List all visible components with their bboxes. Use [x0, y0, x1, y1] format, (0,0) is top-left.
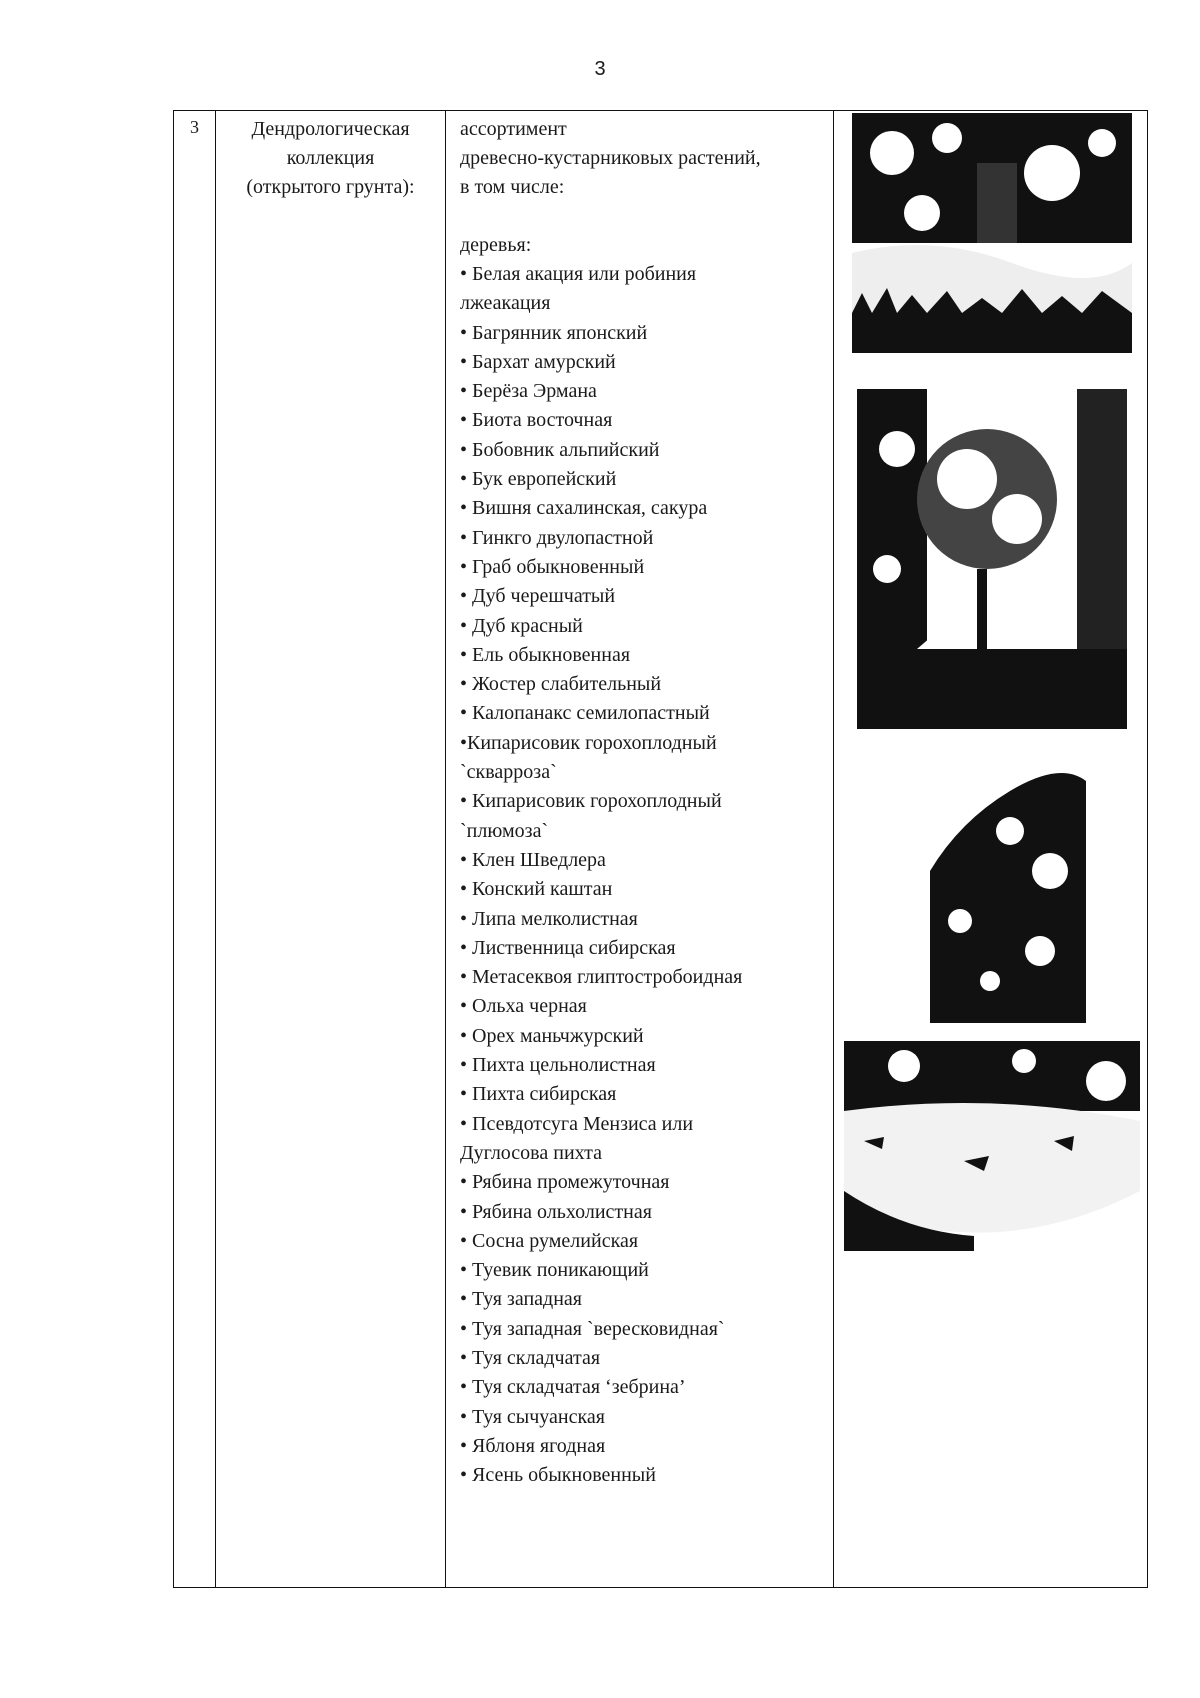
species-item: • Берёза Эрмана [460, 380, 597, 403]
species-list [460, 260, 833, 1490]
species-item: • Ясень обыкновенный [460, 1464, 656, 1487]
species-item: • Бархат амурский [460, 350, 616, 373]
species-item: • Туя сычуанская [460, 1405, 605, 1428]
species-item: • Дуб красный [460, 614, 583, 637]
collection-name-line: коллекция [286, 147, 375, 169]
collection-description [446, 111, 834, 1588]
species-item: • Туя западная [460, 1288, 582, 1311]
intro-line: древесно-кустарниковых растений, [460, 147, 761, 169]
intro-line: ассортимент [460, 118, 567, 140]
species-item: • Пихта цельнолистная [460, 1054, 656, 1077]
collection-name-line: (открытого грунта): [246, 176, 415, 198]
species-item: • Граб обыкновенный [460, 555, 645, 578]
species-item: • Лиственница сибирская [460, 936, 676, 959]
photos-cell [834, 111, 1148, 1588]
species-item: • Жостер слабительный [460, 673, 662, 696]
species-item: • Дуб черешчатый [460, 585, 616, 608]
lawn-photo [844, 1041, 1140, 1251]
species-item: • Ольха черная [460, 995, 587, 1018]
species-item: • Белая акация или робиния [460, 263, 697, 285]
species-item: • Багрянник японский [460, 321, 648, 344]
garden-path-photo [852, 113, 1132, 353]
shrub-photo [900, 761, 1086, 1023]
species-item: `скварроза` [460, 761, 557, 784]
species-item: • Липа мелколистная [460, 907, 638, 930]
species-item: • Калопанакс семилопастный [460, 702, 710, 725]
page-number: 3 [594, 58, 606, 80]
species-item: • Метасеквоя глиптостробоидная [460, 966, 743, 989]
species-item: • Сосна румелийская [460, 1229, 639, 1252]
collection-table [173, 110, 1148, 1588]
species-item: `плюмоза` [460, 819, 549, 842]
species-item: Дуглосова пихта [460, 1141, 603, 1164]
species-item: • Гинкго двулопастной [460, 526, 654, 549]
species-item: • Бук европейский [460, 468, 617, 491]
species-item: •Кипарисовик горохоплодный [460, 731, 717, 754]
species-item: • Пихта сибирская [460, 1083, 617, 1106]
species-item: • Клен Шведлера [460, 848, 606, 871]
collection-name [216, 111, 446, 1588]
species-item: • Псевдотсуга Мензиса или [460, 1112, 694, 1135]
species-item: • Яблоня ягодная [460, 1434, 606, 1457]
species-item: • Рябина ольхолистная [460, 1200, 652, 1223]
species-item: • Конский каштан [460, 878, 613, 901]
section-label: деревья: [460, 234, 532, 256]
table-row [174, 111, 1148, 1588]
species-item: • Туевик поникающий [460, 1259, 649, 1282]
species-item: • Туя западная `вересковидная` [460, 1317, 725, 1340]
species-item: лжеакация [460, 292, 551, 315]
species-item: • Бобовник альпийский [460, 438, 660, 461]
collection-name-line: Дендрологическая [251, 118, 410, 140]
species-item: • Орех маньчжурский [460, 1024, 644, 1047]
species-item: • Вишня сахалинская, сакура [460, 497, 708, 520]
description-intro [460, 115, 833, 202]
flowering-tree-photo [857, 389, 1127, 729]
row-number: 3 [174, 111, 216, 1588]
species-item: • Ель обыкновенная [460, 643, 631, 666]
species-item: • Туя складчатая ‘зебрина’ [460, 1376, 686, 1399]
intro-line: в том числе: [460, 176, 565, 198]
species-item: • Туя складчатая [460, 1346, 601, 1369]
species-item: • Биота восточная [460, 409, 613, 432]
species-item: • Рябина промежуточная [460, 1171, 670, 1194]
species-item: • Кипарисовик горохоплодный [460, 790, 722, 813]
